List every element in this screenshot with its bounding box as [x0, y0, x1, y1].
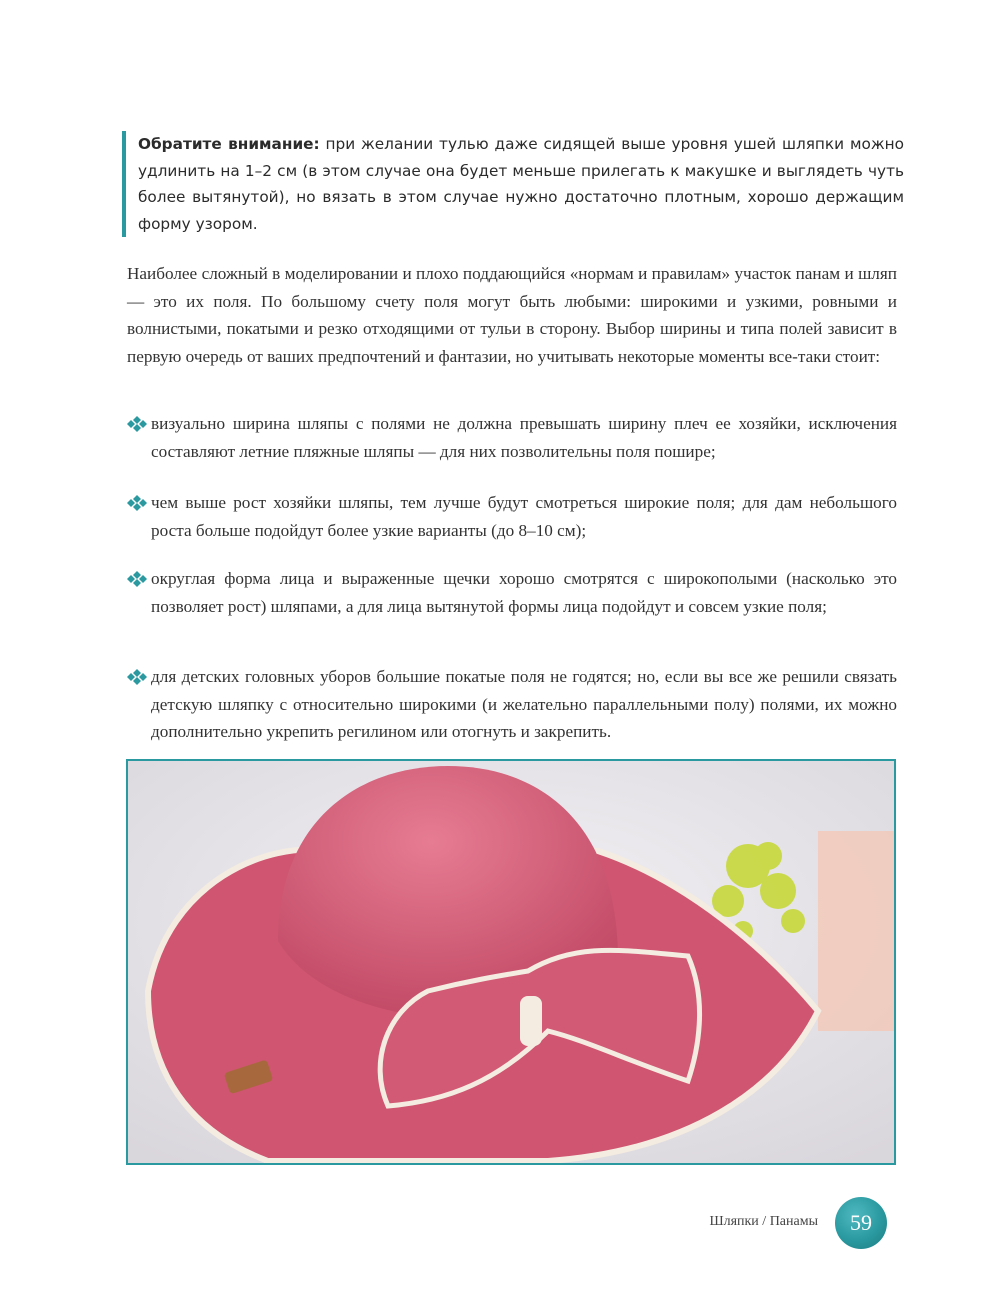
crochet-hat-illustration — [128, 761, 894, 1163]
section-label: Шляпки / Панамы — [709, 1214, 818, 1229]
note-text: при желании тулью даже сидящей выше уровня ушей шляпки можно удлинить на 1–2 см (в этом случае она будет меньше прилегать к макушке и выглядеть чуть более вытянутой), но вязать в этом случае нужно достаточно плотным, хорошо держащим форму узором. — [138, 135, 904, 233]
list-item — [127, 489, 897, 544]
diamond-bullet-icon — [127, 571, 147, 587]
list-item-text: для детских головных уборов большие покатые поля не годятся; но, если вы все же решили связать детскую шляпку с относительно широкими (и желательно параллельными полу) полями, их можно дополнительно укрепить регилином или отогнуть и закрепить. — [151, 667, 897, 741]
list-item-text: округлая форма лица и выраженные щечки хорошо смотрятся с широкополыми (насколько это позволяет рост) шляпами, а для лица вытянутой формы лица подойдут и совсем узкие поля; — [151, 569, 897, 616]
attention-note — [122, 131, 904, 237]
list-item — [127, 410, 897, 465]
list-item-text: визуально ширина шляпы с полями не должна превышать ширину плеч ее хозяйки, исключения составляют летние пляжные шляпы — для них позволительны поля пошире; — [151, 414, 897, 461]
list-item — [127, 663, 897, 746]
list-item-text: чем выше рост хозяйки шляпы, тем лучше будут смотреться широкие поля; для дам небольшого роста больше подойдут более узкие варианты (до 8–10 см); — [151, 493, 897, 540]
list-item — [127, 565, 897, 620]
diamond-bullet-icon — [127, 495, 147, 511]
hat-photo — [126, 759, 896, 1165]
note-label: Обратите внимание: — [138, 135, 320, 153]
diamond-bullet-icon — [127, 416, 147, 432]
intro-paragraph: Наиболее сложный в моделировании и плохо поддающийся «нормам и правилам» участок панам и шляп — это их поля. По большому счету поля могут быть любыми: широкими и узкими, ровными и волнистыми, покатыми и резко отходящими от тульи в сторону. Выбор ширины и типа полей зависит в первую очередь от ваших предпочтений и фантазии, но учитывать некоторые моменты все-таки стоит: — [127, 264, 897, 366]
diamond-bullet-icon — [127, 669, 147, 685]
page-number: 59 — [835, 1197, 887, 1249]
